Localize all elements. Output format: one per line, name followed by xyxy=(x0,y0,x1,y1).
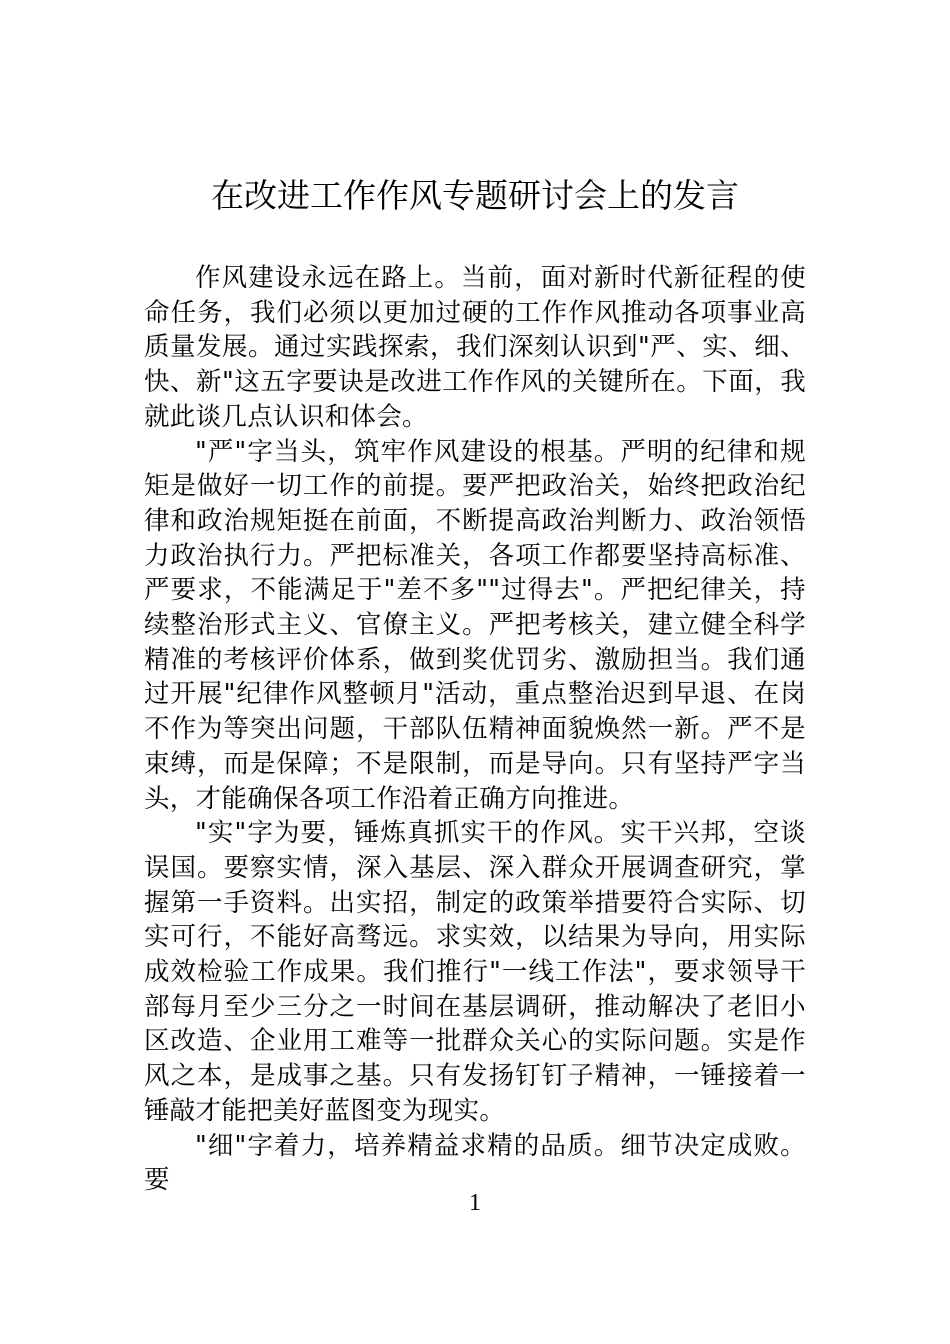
document-title: 在改进工作作风专题研讨会上的发言 xyxy=(211,176,739,215)
paragraph-shi: "实"字为要，锤炼真抓实干的作风。实干兴邦，空谈误国。要察实情，深入基层、深入群众开展调查研究，掌握第一手资料。出实招，制定的政策举措要符合实际、切实可行，不能好高骛远。求实效，以结果为导向，用实际成效检验工作成果。我们推行"一线工作法"，要求领导干部每月至少三分之一时间在基层调研，推动解决了老旧小区改造、企业用工难等一批群众关心的实际问题。实是作风之本，是成事之基。只有发扬钉钉子精神，一锤接着一锤敲才能把美好蓝图变为现实。 xyxy=(144,818,806,1126)
page-number: 1 xyxy=(469,1190,481,1216)
paragraph-intro: 作风建设永远在路上。当前，面对新时代新征程的使命任务，我们必须以更加过硬的工作作风推动各项事业高质量发展。通过实践探索，我们深刻认识到"严、实、细、快、新"这五字要诀是改进工作作风的关键所在。下面，我就此谈几点认识和体会。 xyxy=(144,263,806,432)
document-body xyxy=(144,261,806,1198)
paragraph-yan: "严"字当头，筑牢作风建设的根基。严明的纪律和规矩是做好一切工作的前提。要严把政治关，始终把政治纪律和政治规矩挺在前面，不断提高政治判断力、政治领悟力政治执行力。严把标准关，各项工作都要坚持高标准、严要求，不能满足于"差不多""过得去"。严把纪律关，持续整治形式主义、官僚主义。严把考核关，建立健全科学精准的考核评价体系，做到奖优罚劣、激励担当。我们通过开展"纪律作风整顿月"活动，重点整治迟到早退、在岗不作为等突出问题，干部队伍精神面貌焕然一新。严不是束缚，而是保障；不是限制，而是导向。只有坚持严字当头，才能确保各项工作沿着正确方向推进。 xyxy=(144,436,806,814)
paragraph-xi: "细"字着力，培养精益求精的品质。细节决定成败。要 xyxy=(144,1130,806,1196)
